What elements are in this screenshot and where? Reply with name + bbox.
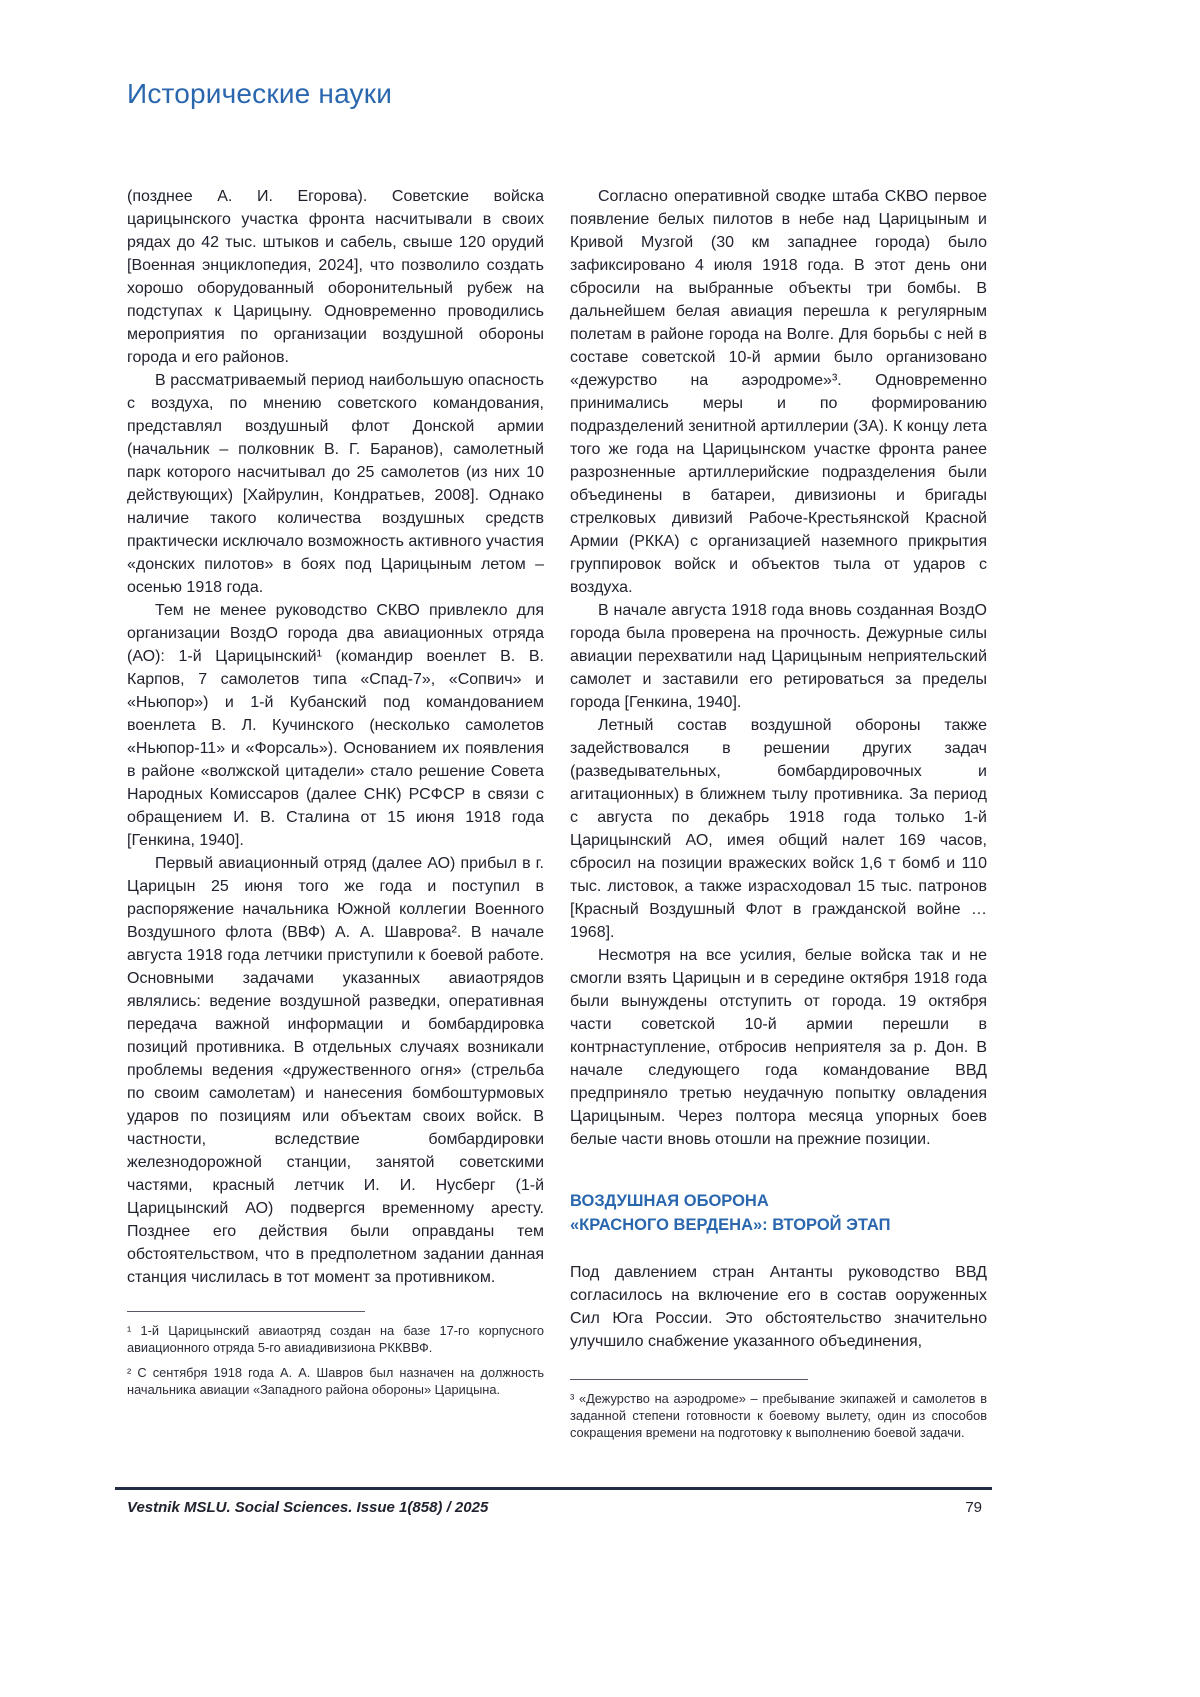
footnote: ¹ 1-й Царицынский авиаотряд создан на базе 17-го корпусного авиационного отряда 5-го авиадивизиона РККВВФ.	[127, 1323, 544, 1355]
page-section-title: Исторические науки	[127, 78, 393, 109]
paragraph: (позднее А. И. Егорова). Советские войска царицынского участка фронта насчитывали в своих рядах до 42 тыс. штыков и сабель, свыше 120 орудий [Военная энциклопедия, 2024], что позволило создать хорошо оборудованный оборонительный рубеж на подступах к Царицыну. Одновременно проводились мероприятия по организации воздушной обороны города и его районов.	[127, 188, 544, 366]
footnote-divider	[127, 1311, 365, 1312]
paragraph: В рассматриваемый период наибольшую опасность с воздуха, по мнению советского командования, представлял воздушный флот Донской армии (начальник – полковник В. Г. Баранов), самолетный парк которого насчитывал до 25 самолетов (из них 10 действующих) [Хайрулин, Кондратьев, 2008]. Однако наличие такого количества воздушных средств практически исключало возможность активного участия «донских пилотов» в боях под Царицыным летом – осенью 1918 года.	[127, 372, 544, 596]
paragraph: Согласно оперативной сводке штаба СКВО первое появление белых пилотов в небе над Царицыным и Кривой Музгой (30 км западнее города) было зафиксировано 4 июля 1918 года. В этот день они сбросили на выбранные объекты три бомбы. В дальнейшем белая авиация перешла к регулярным полетам в районе города на Волге. Для борьбы с ней в составе советской 10-й армии было организовано «дежурство на аэродроме»³. Одновременно принимались меры и по формированию подразделений зенитной артиллерии (ЗА). К концу лета того же года на Царицынском участке фронта ранее разрозненные артиллерийские подразделения были объединены в батареи, дивизионы и бригады стрелковых дивизий Рабоче-Крестьянской Красной Армии (РККА) с организацией наземного прикрытия группировок войск и объектов тыла от ударов с воздуха.	[570, 188, 987, 596]
subsection-heading-line1: ВОЗДУШНАЯ ОБОРОНА	[570, 1192, 769, 1210]
paragraph: Под давлением стран Антанты руководство ВВД согласилось на включение его в состав ооруженных Сил Юга России. Это обстоятельство значительно улучшило снабжение указанного объединения,	[570, 1264, 987, 1350]
footer-journal-title: Vestnik MSLU. Social Sciences. Issue 1(858) / 2025	[127, 1499, 489, 1516]
paragraph: Первый авиационный отряд (далее АО) прибыл в г. Царицын 25 июня того же года и поступил в распоряжение начальника Южной коллегии Военного Воздушного флота (ВВФ) А. А. Шаврова². В начале августа 1918 года летчики приступили к боевой работе. Основными задачами указанных авиаотрядов являлись: ведение воздушной разведки, оперативная передача важной информации и бомбардировка позиций противника. В отдельных случаях возникали проблемы ведения «дружественного огня» (стрельба по своим самолетам) и нанесения бомбоштурмовых ударов по позициям или объектам своих войск. В частности, вследствие бомбардировки железнодорожной станции, занятой советскими частями, красный летчик И. И. Нусберг (1-й Царицынский АО) подвергся временному аресту. Позднее его действия были оправданы тем обстоятельством, что в предполетном задании данная станция числилась в тот момент за противником.	[127, 855, 544, 1286]
paragraph: Несмотря на все усилия, белые войска так и не смогли взять Царицын и в середине октября 1918 года были вынуждены отступить от города. 19 октября части советской 10-й армии перешли в контрнаступление, отбросив неприятеля за р. Дон. В начале следующего года командование ВВД предприняло третью неудачную попытку овладения Царицыным. Через полтора месяца упорных боев белые части вновь отошли на прежние позиции.	[570, 947, 987, 1148]
footnote-divider	[570, 1379, 808, 1380]
subsection-heading	[570, 1189, 987, 1237]
footnote: ³ «Дежурство на аэродроме» – пребывание экипажей и самолетов в заданной степени готовности к боевому вылету, один из способов сокращения времени на подготовку к выполнению боевой задачи.	[570, 1391, 987, 1440]
subsection-heading-line2: «КРАСНОГО ВЕРДЕНА»: ВТОРОЙ ЭТАП	[570, 1216, 891, 1234]
right-column	[570, 185, 987, 1449]
footnote: ² С сентября 1918 года А. А. Шавров был назначен на должность начальника авиации «Западного района обороны» Царицына.	[127, 1365, 544, 1397]
left-column	[127, 185, 544, 1406]
footer-page-number: 79	[965, 1499, 982, 1516]
paragraph: В начале августа 1918 года вновь созданная ВоздО города была проверена на прочность. Дежурные силы авиации перехватили над Царицыным неприятельский самолет и заставили его ретироваться за пределы города [Генкина, 1940].	[570, 602, 987, 711]
paragraph: Летный состав воздушной обороны также задействовался в решении других задач (разведывательных, бомбардировочных и агитационных) в ближнем тылу противника. За период с августа по декабрь 1918 года только 1-й Царицынский АО, имея общий налет 169 часов, сбросил на позиции вражеских войск 1,6 т бомб и 110 тыс. листовок, а также израсходовал 15 тыс. патронов [Красный Воздушный Флот в гражданской войне … 1968].	[570, 717, 987, 941]
paragraph: Тем не менее руководство СКВО привлекло для организации ВоздО города два авиационных отряда (АО): 1-й Царицынский¹ (командир военлет В. В. Карпов, 7 самолетов типа «Спад-7», «Сопвич» и «Ньюпор») и 1-й Кубанский под командованием военлета В. Л. Кучинского (несколько самолетов «Ньюпор-11» и «Форсаль»). Основанием их появления в районе «волжской цитадели» стало решение Совета Народных Комиссаров (далее СНК) РСФСР в связи с обращением И. В. Сталина от 15 июня 1918 года [Генкина, 1940].	[127, 602, 544, 849]
footnotes-right	[570, 1379, 987, 1441]
footnotes-left	[127, 1311, 544, 1398]
page-footer	[115, 1487, 992, 1516]
